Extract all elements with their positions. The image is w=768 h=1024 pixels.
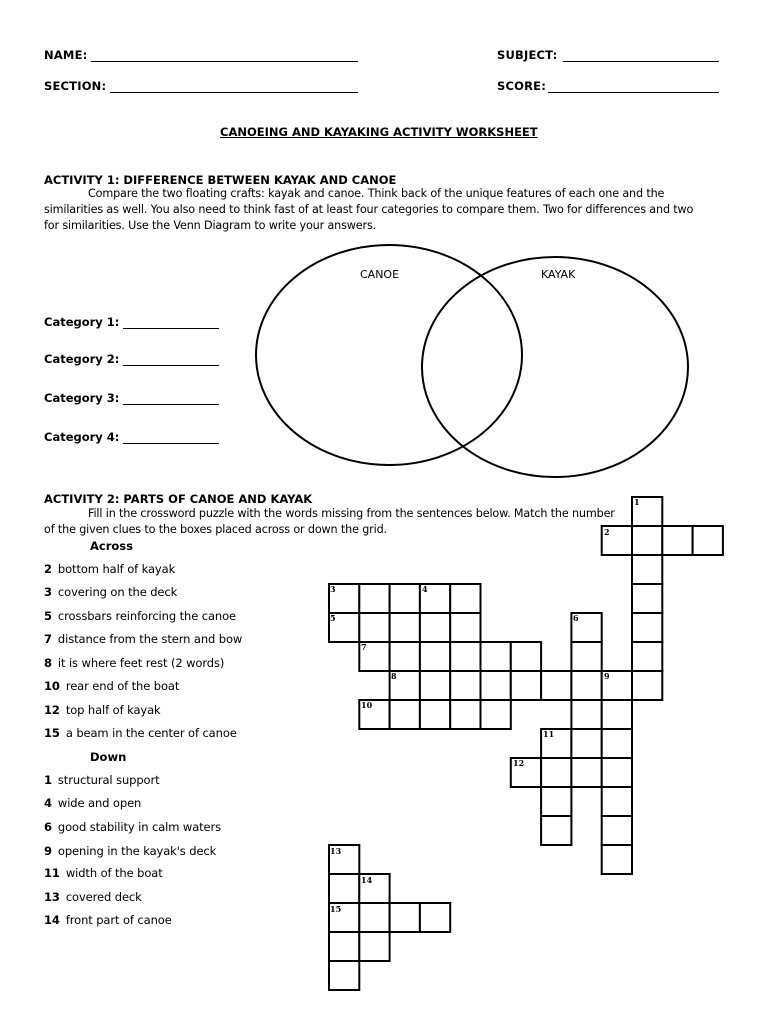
clue-text: bottom half of kayak [57, 562, 176, 576]
crossword-cell[interactable] [632, 613, 662, 642]
clue-number: 13 [44, 890, 60, 904]
crossword-cell[interactable] [359, 903, 389, 932]
clue-text: rear end of the boat [65, 679, 180, 693]
clue-text: a beam in the center of canoe [65, 726, 237, 740]
clue-text: wide and open [57, 796, 142, 810]
crossword-cell[interactable] [541, 758, 571, 787]
crossword-cell[interactable] [693, 526, 723, 555]
grid-number-12: 12 [513, 758, 525, 768]
crossword-cell[interactable] [511, 642, 541, 671]
clue-number: 3 [44, 585, 52, 599]
grid-number-8: 8 [391, 671, 397, 681]
crossword-cell[interactable] [571, 671, 601, 700]
crossword-cell[interactable] [420, 613, 450, 642]
grid-number-1: 1 [634, 497, 640, 507]
crossword-cell[interactable] [420, 700, 450, 729]
crossword-cell[interactable] [602, 845, 632, 874]
grid-number-14: 14 [361, 875, 373, 885]
clue-number: 12 [44, 703, 60, 717]
category-3-label: Category 3: [44, 391, 120, 405]
activity2-heading: ACTIVITY 2: PARTS OF CANOE AND KAYAK [44, 492, 313, 506]
grid-number-11: 11 [543, 729, 555, 739]
crossword-cell[interactable] [602, 787, 632, 816]
crossword-cell[interactable] [602, 758, 632, 787]
crossword-cell[interactable] [632, 555, 662, 584]
clue-number: 10 [44, 679, 60, 693]
crossword-cell[interactable] [481, 700, 511, 729]
crossword-cell[interactable] [420, 671, 450, 700]
crossword-cell[interactable] [390, 613, 420, 642]
clue-text: distance from the stern and bow [57, 632, 243, 646]
crossword-cell[interactable] [541, 671, 571, 700]
clue-number: 6 [44, 820, 52, 834]
grid-number-10: 10 [361, 700, 373, 710]
grid-number-4: 4 [422, 584, 428, 594]
crossword-cell[interactable] [571, 700, 601, 729]
crossword-cell[interactable] [359, 932, 389, 961]
crossword-cell[interactable] [571, 642, 601, 671]
name-label: NAME: [44, 48, 88, 62]
crossword-cell[interactable] [602, 700, 632, 729]
crossword-cell[interactable] [450, 613, 480, 642]
clue-number: 8 [44, 656, 52, 670]
crossword-cell[interactable] [632, 671, 662, 700]
category-1-label: Category 1: [44, 315, 120, 329]
crossword-cell[interactable] [359, 613, 389, 642]
crossword-cell[interactable] [632, 526, 662, 555]
activity1-heading: ACTIVITY 1: DIFFERENCE BETWEEN KAYAK AND CANOE [44, 173, 397, 187]
crossword-cell[interactable] [390, 700, 420, 729]
category-2-label: Category 2: [44, 352, 120, 366]
activity1-instruction-line2: similarities as well. You also need to think fast of at least four categories to compare them. Two for differences and two [44, 203, 694, 216]
crossword-cell[interactable] [329, 961, 359, 990]
crossword-cell[interactable] [541, 787, 571, 816]
crossword-cell[interactable] [329, 932, 359, 961]
clue-text: top half of kayak [65, 703, 161, 717]
grid-number-15: 15 [330, 904, 342, 914]
clue-number: 4 [44, 796, 52, 810]
clue-number: 15 [44, 726, 60, 740]
crossword-cell[interactable] [329, 874, 359, 903]
clue-text: structural support [57, 773, 160, 787]
clue-number: 7 [44, 632, 52, 646]
crossword-cell[interactable] [390, 584, 420, 613]
grid-number-6: 6 [573, 613, 579, 623]
crossword-cell[interactable] [450, 584, 480, 613]
grid-number-13: 13 [330, 846, 342, 856]
crossword-cell[interactable] [662, 526, 692, 555]
category-4-label: Category 4: [44, 430, 120, 444]
clue-number: 1 [44, 773, 52, 787]
clue-number: 11 [44, 866, 60, 880]
crossword-cell[interactable] [390, 903, 420, 932]
clue-text: it is where feet rest (2 words) [57, 656, 225, 670]
crossword-cell[interactable] [390, 642, 420, 671]
section-label: SECTION: [44, 79, 107, 93]
clue-number: 5 [44, 609, 52, 623]
crossword-cell[interactable] [571, 729, 601, 758]
venn-label-kayak: KAYAK [541, 268, 576, 281]
crossword-cell[interactable] [632, 642, 662, 671]
clue-number: 9 [44, 844, 52, 858]
activity2-instruction-line2: of the given clues to the boxes placed across or down the grid. [44, 523, 387, 536]
clue-text: good stability in calm waters [57, 820, 222, 834]
grid-number-5: 5 [330, 613, 336, 623]
activity1-instruction-line1: Compare the two floating crafts: kayak and canoe. Think back of the unique features of each one and the [88, 187, 665, 200]
clue-number: 2 [44, 562, 52, 576]
page-title: CANOEING AND KAYAKING ACTIVITY WORKSHEET [220, 125, 538, 139]
grid-number-9: 9 [604, 671, 610, 681]
clue-text: covered deck [65, 890, 142, 904]
crossword-cell[interactable] [481, 671, 511, 700]
crossword-cell[interactable] [571, 758, 601, 787]
crossword-cell[interactable] [450, 671, 480, 700]
activity1-instruction-line3: for similarities. Use the Venn Diagram to write your answers. [44, 219, 377, 232]
crossword-cell[interactable] [420, 903, 450, 932]
crossword-cell[interactable] [541, 816, 571, 845]
crossword-cell[interactable] [632, 584, 662, 613]
crossword-cell[interactable] [420, 642, 450, 671]
crossword-cell[interactable] [359, 584, 389, 613]
clue-text: opening in the kayak's deck [57, 844, 217, 858]
clue-text: crossbars reinforcing the canoe [57, 609, 236, 623]
crossword-cell[interactable] [450, 700, 480, 729]
clue-number: 14 [44, 913, 60, 927]
down-heading: Down [90, 750, 127, 764]
crossword-cell[interactable] [602, 816, 632, 845]
clue-text: front part of canoe [65, 913, 172, 927]
grid-number-3: 3 [330, 584, 336, 594]
grid-number-2: 2 [604, 527, 610, 537]
across-heading: Across [90, 539, 133, 553]
crossword-cell[interactable] [481, 642, 511, 671]
crossword-cell[interactable] [602, 729, 632, 758]
activity2-instruction-line1: Fill in the crossword puzzle with the words missing from the sentences below. Match the number [88, 507, 615, 520]
score-label: SCORE: [497, 79, 547, 93]
venn-label-canoe: CANOE [360, 268, 400, 281]
subject-label: SUBJECT: [497, 48, 558, 62]
crossword-cell[interactable] [450, 642, 480, 671]
grid-number-7: 7 [361, 642, 367, 652]
clue-text: width of the boat [65, 866, 163, 880]
crossword-cell[interactable] [511, 671, 541, 700]
clue-text: covering on the deck [57, 585, 178, 599]
